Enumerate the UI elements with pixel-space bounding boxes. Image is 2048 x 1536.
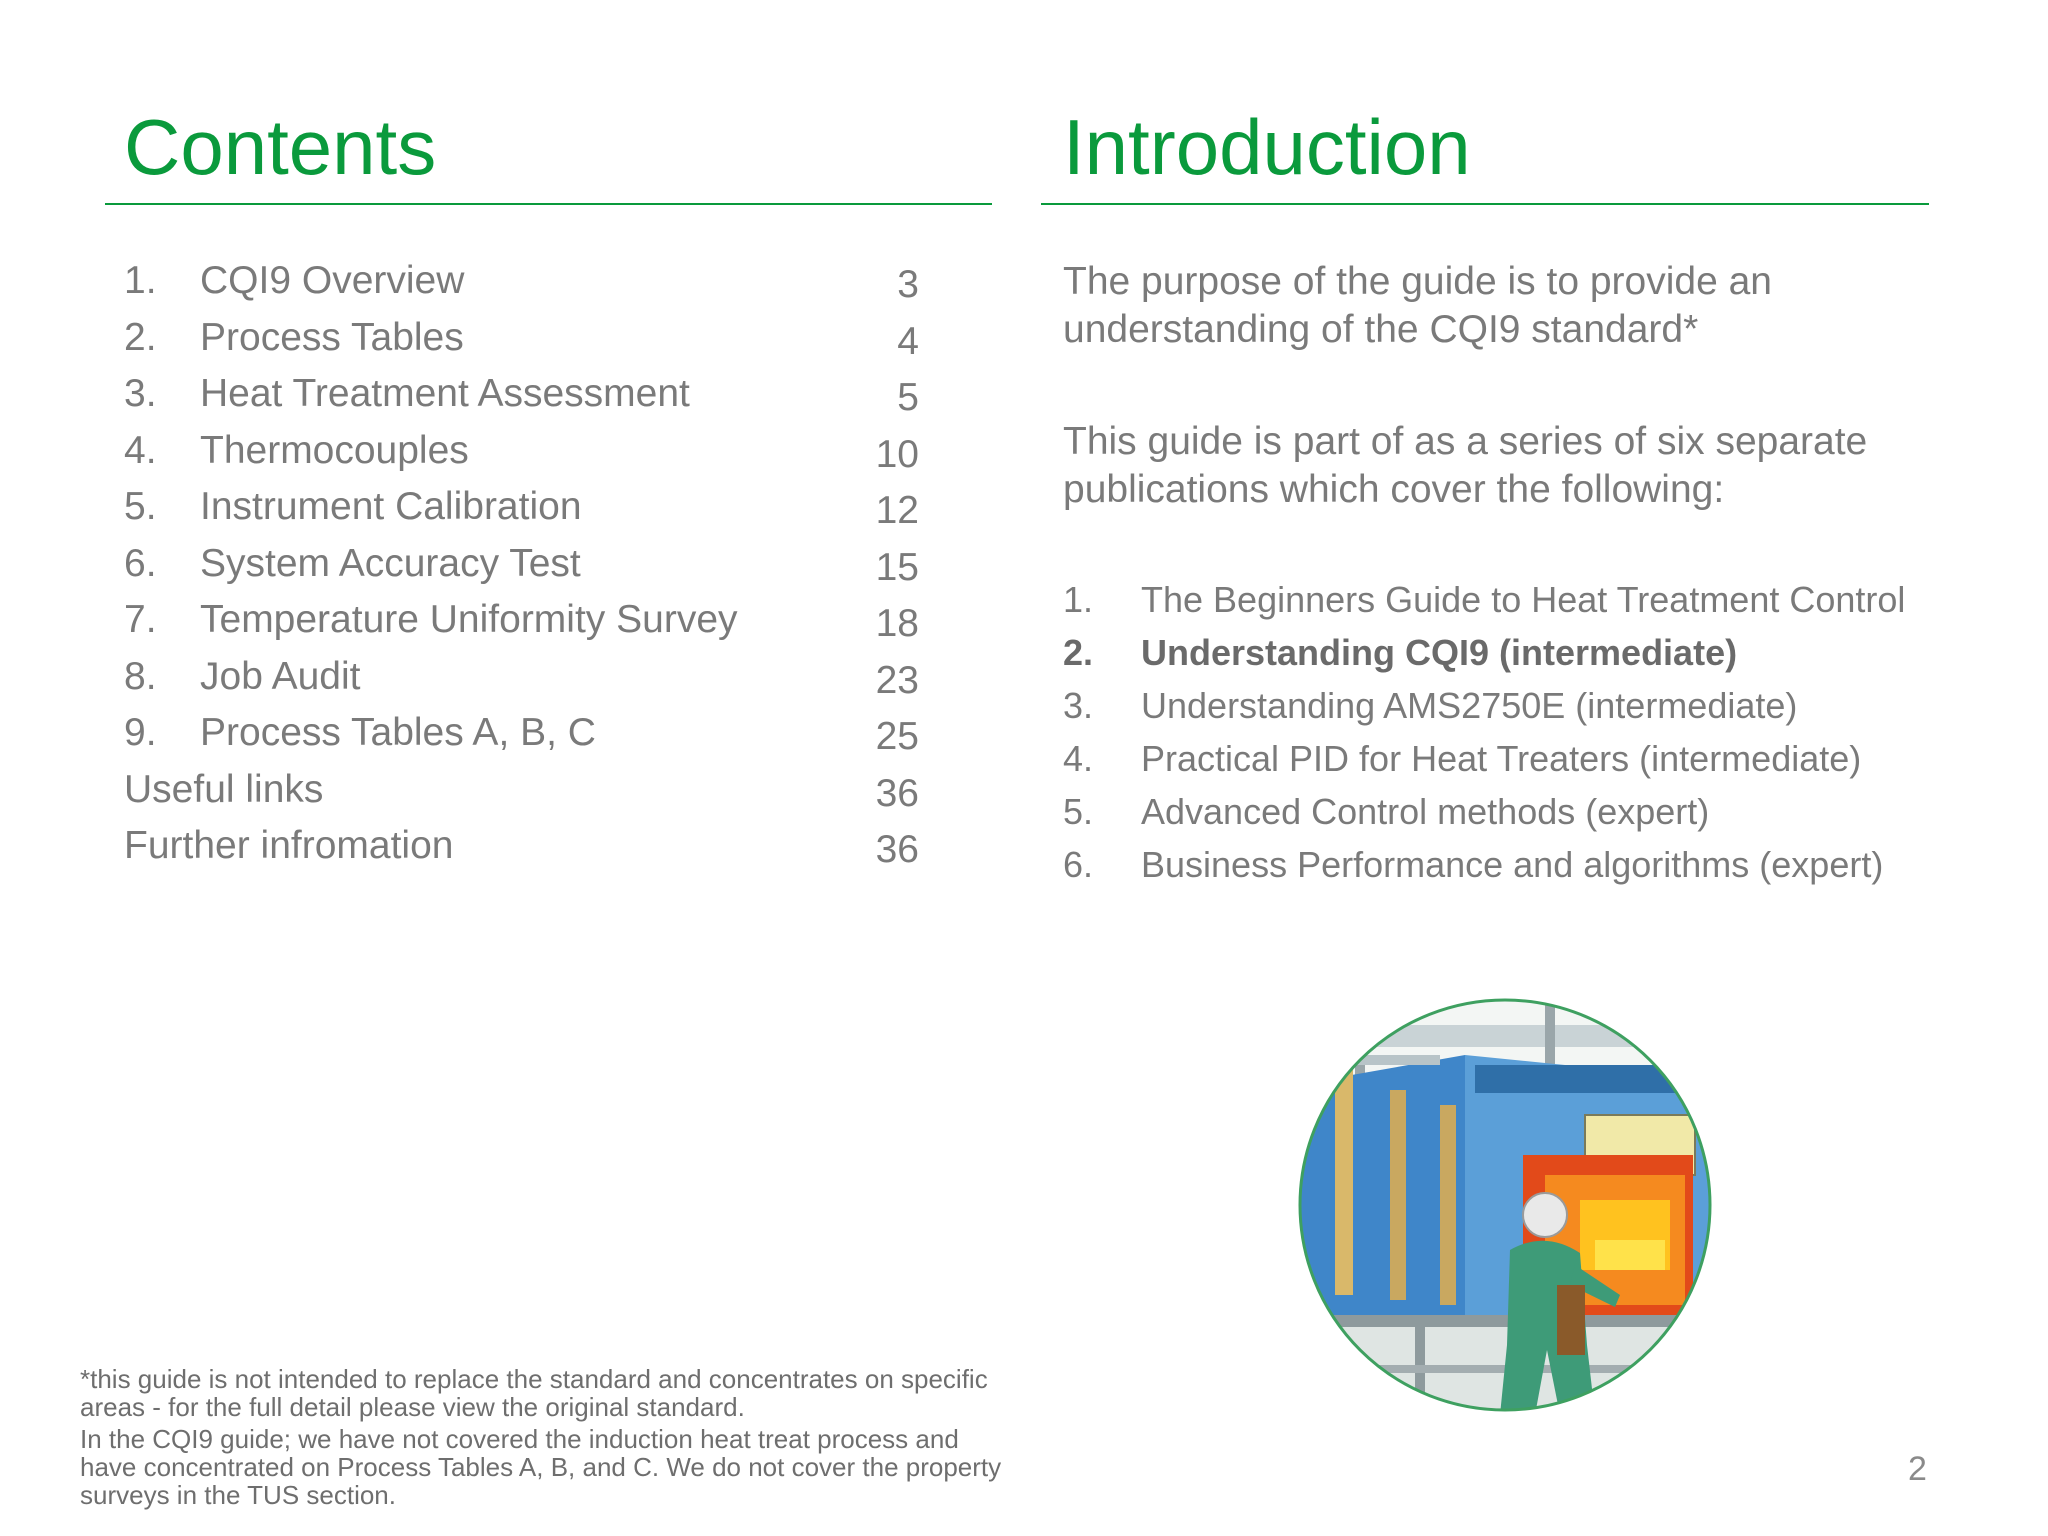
toc-row[interactable] xyxy=(124,594,919,651)
toc-page: 36 xyxy=(875,771,919,815)
toc-page: 10 xyxy=(875,432,919,476)
toc-title: Process Tables A, B, C xyxy=(200,711,596,754)
toc-number: 8. xyxy=(124,654,157,698)
toc-row[interactable] xyxy=(124,368,919,425)
series-title: Business Performance and algorithms (expert) xyxy=(1141,844,1884,885)
series-title: Understanding AMS2750E (intermediate) xyxy=(1141,685,1798,726)
series-number: 6. xyxy=(1063,844,1094,885)
toc-title: Thermocouples xyxy=(200,428,469,472)
toc-title: System Accuracy Test xyxy=(200,541,581,585)
series-title: The Beginners Guide to Heat Treatment Control xyxy=(1141,579,1906,620)
toc-page: 18 xyxy=(875,602,919,645)
table-of-contents xyxy=(124,255,919,877)
toc-page: 4 xyxy=(897,319,919,363)
toc-number: 7. xyxy=(124,598,157,641)
toc-page: 25 xyxy=(875,715,919,758)
toc-number: 5. xyxy=(124,485,157,528)
toc-row[interactable] xyxy=(124,764,919,821)
toc-page: 36 xyxy=(875,828,919,871)
toc-number: 6. xyxy=(124,541,157,585)
series-item xyxy=(1063,787,1963,840)
toc-number: 3. xyxy=(124,372,157,415)
series-item-current xyxy=(1063,628,1963,681)
contents-divider xyxy=(105,203,992,205)
toc-number: 4. xyxy=(124,428,157,472)
series-number: 2. xyxy=(1063,632,1094,673)
toc-row[interactable] xyxy=(124,707,919,764)
series-number: 1. xyxy=(1063,579,1094,620)
series-item xyxy=(1063,681,1963,734)
intro-paragraph-series: This guide is part of as a series of six separate publications which cover the following: xyxy=(1063,420,1868,511)
toc-title: Temperature Uniformity Survey xyxy=(200,598,738,641)
series-item xyxy=(1063,734,1963,787)
toc-row[interactable] xyxy=(124,538,919,595)
toc-number: 9. xyxy=(124,711,157,754)
series-number: 5. xyxy=(1063,791,1094,832)
series-item xyxy=(1063,840,1963,893)
series-number: 3. xyxy=(1063,685,1094,726)
toc-row[interactable] xyxy=(124,651,919,708)
toc-row[interactable] xyxy=(124,255,919,312)
toc-title: Job Audit xyxy=(200,654,361,698)
toc-title: Heat Treatment Assessment xyxy=(200,372,690,415)
furnace-operator-illustration xyxy=(1295,995,1715,1415)
toc-title: CQI9 Overview xyxy=(200,259,465,302)
introduction-divider xyxy=(1041,203,1929,205)
toc-page: 23 xyxy=(875,658,919,702)
publication-series-list xyxy=(1063,575,1963,893)
toc-number: 2. xyxy=(124,315,157,359)
footnote-disclaimer: *this guide is not intended to replace the standard and concentrates on specific areas - for the full detail please view the original standard. xyxy=(80,1364,988,1422)
toc-title: Further infromation xyxy=(124,824,454,867)
toc-title: Process Tables xyxy=(200,315,464,359)
series-title: Practical PID for Heat Treaters (intermediate) xyxy=(1141,738,1862,779)
series-title: Understanding CQI9 (intermediate) xyxy=(1141,632,1738,673)
series-item xyxy=(1063,575,1963,628)
toc-page: 12 xyxy=(875,489,919,532)
toc-page: 15 xyxy=(875,545,919,589)
intro-paragraph-purpose: The purpose of the guide is to provide an understanding of the CQI9 standard* xyxy=(1063,260,1772,351)
toc-title: Instrument Calibration xyxy=(200,485,582,528)
toc-page: 3 xyxy=(897,263,919,306)
toc-number: 1. xyxy=(124,259,157,302)
toc-page: 5 xyxy=(897,376,919,419)
introduction-heading: Introduction xyxy=(1063,103,1471,191)
footnote-scope: In the CQI9 guide; we have not covered the induction heat treat process and have concentrated on Process Tables A, B, and C. We do not cover the property surveys in the TUS section. xyxy=(80,1424,1002,1510)
toc-row[interactable] xyxy=(124,481,919,538)
contents-heading: Contents xyxy=(124,103,437,191)
page-number: 2 xyxy=(1908,1450,1927,1488)
series-title: Advanced Control methods (expert) xyxy=(1141,791,1710,832)
toc-row[interactable] xyxy=(124,820,919,877)
toc-row[interactable] xyxy=(124,312,919,369)
toc-row[interactable] xyxy=(124,425,919,482)
series-number: 4. xyxy=(1063,738,1094,779)
toc-title: Useful links xyxy=(124,767,324,811)
